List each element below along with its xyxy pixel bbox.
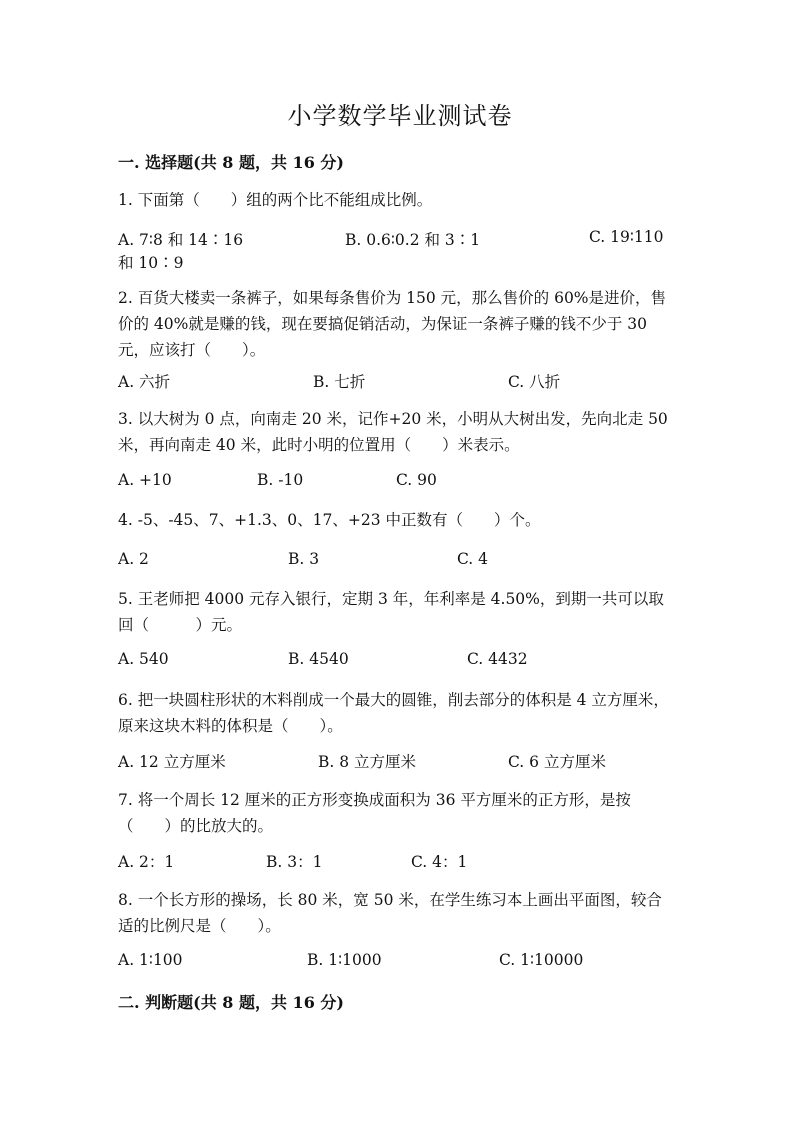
section-heading-multiple-choice: 一. 选择题(共 8 题，共 16 分) [118,153,344,172]
question-8-option-a: A. 1∶100 [118,951,183,969]
question-1-option-b: B. 0.6∶0.2 和 3∶1 [345,231,481,249]
question-4-option-c: C. 4 [457,550,489,568]
question-4: 4. -5、-45、7、+1.3、0、17、+23 中正数有（ ）个。 [118,511,541,529]
question-2: 2. 百货大楼卖一条裤子，如果每条售价为 150 元，那么售价的 60%是进价，售价的 40%就是赚的钱，现在要搞促销活动，为保证一条裤子赚的钱不少于 30 元，应该打（ ）。 [118,289,667,359]
question-5-option-b: B. 4540 [288,650,349,668]
question-8: 8. 一个长方形的操场，长 80 米，宽 50 米，在学生练习本上画出平面图，较合适的比例尺是（ ）。 [118,891,662,935]
question-6-option-b: B. 8 立方厘米 [318,753,417,771]
question-3-option-b: B. -10 [257,471,304,489]
question-8-option-b: B. 1∶1000 [307,951,382,969]
question-5: 5. 王老师把 4000 元存入银行，定期 3 年，年利率是 4.50%，到期一共可以取回（ ）元。 [118,590,664,634]
question-1-option-c: C. 19∶110 [589,228,664,246]
question-7-option-a: A. 2：1 [118,853,175,871]
section-heading-true-false: 二. 判断题(共 8 题，共 16 分) [118,993,344,1012]
exam-title: 小学数学毕业测试卷 [287,102,513,130]
question-7-option-c: C. 4：1 [411,853,468,871]
question-6-option-a: A. 12 立方厘米 [118,753,226,771]
question-5-option-a: A. 540 [118,650,169,668]
question-3-option-c: C. 90 [396,471,437,489]
question-4-option-b: B. 3 [288,550,320,568]
question-2-option-b: B. 七折 [313,373,366,391]
question-1: 1. 下面第（ ）组的两个比不能组成比例。 [118,191,433,209]
question-5-option-c: C. 4432 [467,650,528,668]
question-3-option-a: A. +10 [118,471,172,489]
question-8-option-c: C. 1∶10000 [499,951,584,969]
question-6: 6. 把一块圆柱形状的木料削成一个最大的圆锥，削去部分的体积是 4 立方厘米，原来这块木料的体积是（ ）。 [118,691,669,735]
question-2-option-c: C. 八折 [508,373,561,391]
question-6-option-c: C. 6 立方厘米 [508,753,606,771]
question-4-option-a: A. 2 [118,550,149,568]
question-1-option-c-continued: 和 10∶9 [118,254,184,272]
question-2-option-a: A. 六折 [118,373,171,391]
question-7: 7. 将一个周长 12 厘米的正方形变换成面积为 36 平方厘米的正方形，是按（ ）的比放大的。 [118,791,631,835]
question-3: 3. 以大树为 0 点，向南走 20 米，记作+20 米，小明从大树出发，先向北走 50 米，再向南走 40 米，此时小明的位置用（ ）米表示。 [118,410,668,454]
question-7-option-b: B. 3：1 [266,853,323,871]
question-1-option-a: A. 7∶8 和 14∶16 [118,231,244,249]
